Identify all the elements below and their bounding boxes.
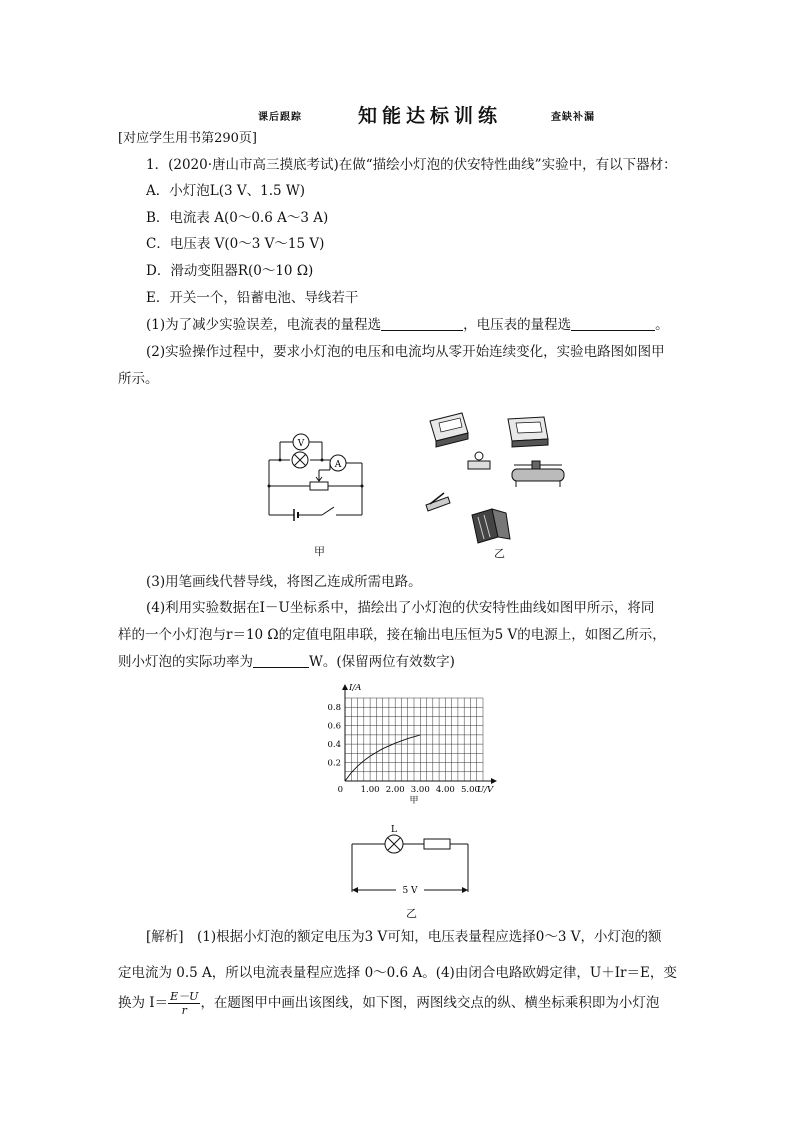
y-tick-label: 0.2 [327, 758, 341, 769]
iu-characteristic-chart [315, 678, 500, 806]
y-axis-arrow [342, 684, 348, 690]
header-left-tag: 课后跟踪 [258, 112, 302, 123]
circuit-diagram-jia [262, 430, 372, 525]
solution-line3 [118, 990, 659, 1017]
chart-grid [345, 698, 483, 781]
option-b: B．电流表 A(0～0.6 A～3 A) [146, 210, 329, 226]
part1 [146, 313, 669, 333]
x-tick-label: 3.00 [410, 785, 430, 795]
solution-fraction [168, 990, 200, 1017]
series-circuit-yi [340, 822, 480, 908]
answer-blank-power[interactable] [253, 654, 309, 668]
voltmeter-symbol: V [297, 439, 305, 449]
y-axis-label: I/A [349, 683, 362, 693]
figure-caption-yi: 乙 [494, 547, 505, 560]
x-tick-label: 1.00 [360, 785, 380, 795]
x-tick-label: 4.00 [435, 785, 455, 795]
option-a: A．小灯泡L(3 V、1.5 W) [146, 183, 306, 199]
rheostat-device-icon [512, 461, 564, 487]
switch-device-icon [426, 493, 450, 511]
part2-line2: 所示。 [118, 371, 159, 387]
lamp-holder-icon [468, 452, 490, 469]
source-voltage-label: 5 V [402, 886, 418, 896]
apparatus-illustration-yi [420, 405, 570, 545]
figure-caption-jia: 甲 [314, 545, 325, 558]
part1-text-c: 。 [655, 317, 669, 333]
voltmeter-device-icon [430, 413, 468, 447]
origin-label: 0 [337, 785, 343, 795]
x-tick-label: 5.00 [460, 785, 480, 795]
ammeter-symbol: A [334, 460, 342, 470]
part2-line1: (2)实验操作过程中，要求小灯泡的电压和电流均从零开始连续变化，实验电路图如图甲 [146, 344, 665, 360]
y-tick-label: 0.4 [327, 740, 341, 751]
solution-line2: 定电流为 0.5 A，所以电流表量程应选择 0～0.6 A。(4)由闭合电路欧姆定律，U＋Ir＝E，变 [118, 965, 677, 981]
part1-text-b: ，电压表的量程选 [463, 317, 572, 333]
solution-text-b: ，在题图甲中画出该图线，如下图，两图线交点的纵、横坐标乘积即为小灯泡 [200, 995, 660, 1011]
part4-text-a: 则小灯泡的实际功率为 [118, 654, 253, 670]
solution-line1: [解析] (1)根据小灯泡的额定电压为3 V可知，电压表量程应选择0～3 V，小灯泡的额 [146, 929, 662, 945]
x-tick-label: 2.00 [385, 785, 405, 795]
ammeter-device-icon [508, 417, 548, 447]
page-title: 知能达标训练 [358, 105, 503, 127]
part4-line3 [118, 650, 455, 670]
part4-line2: 样的一个小灯泡与r＝10 Ω的定值电阻串联，接在输出电压恒为5 V的电源上，如图乙所示， [118, 627, 666, 643]
fraction-numerator: E－U [170, 990, 199, 1003]
chart-axes [342, 684, 497, 784]
answer-blank-voltmeter-range[interactable] [571, 317, 655, 331]
x-axis-label: U/V [477, 785, 494, 795]
y-tick-label: 0.8 [327, 703, 341, 714]
battery-device-icon [472, 509, 510, 543]
part4-text-b: W。(保留两位有效数字) [309, 654, 455, 670]
part1-text-a: (1)为了减少实验误差，电流表的量程选 [146, 317, 382, 333]
fraction-denominator: r [181, 1004, 187, 1017]
header-right-tag: 查缺补漏 [551, 112, 595, 123]
x-axis-arrow [491, 778, 497, 784]
part4-line1: (4)利用实验数据在I－U坐标系中，描绘出了小灯泡的伏安特性曲线如图甲所示，将同 [146, 600, 655, 616]
lamp-label: L [391, 825, 397, 835]
option-d: D．滑动变阻器R(0～10 Ω) [146, 263, 314, 279]
part3: (3)用笔画线代替导线，将图乙连成所需电路。 [146, 574, 422, 590]
chart-caption: 甲 [409, 796, 419, 806]
solution-text-a: 换为 I＝ [118, 995, 169, 1011]
answer-blank-ammeter-range[interactable] [381, 317, 463, 331]
option-c: C．电压表 V(0～3 V～15 V) [146, 236, 325, 252]
book-reference: [对应学生用书第290页] [118, 131, 257, 146]
question-intro: 1．(2020·唐山市高三摸底考试)在做“描绘小灯泡的伏安特性曲线”实验中，有以下器材： [146, 157, 677, 173]
y-tick-label: 0.6 [327, 721, 341, 732]
chart-ticks [327, 683, 494, 806]
figure-caption-yi-circuit: 乙 [406, 907, 417, 920]
option-e: E．开关一个，铅蓄电池、导线若干 [146, 290, 359, 306]
